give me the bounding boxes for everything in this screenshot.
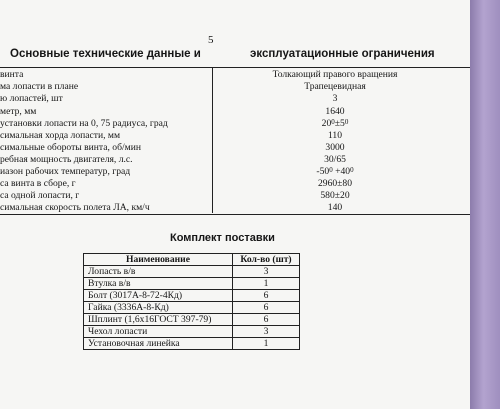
section-title-left: Основные технические данные и bbox=[10, 48, 201, 60]
spec-row bbox=[0, 93, 470, 105]
spec-value: Толкающий правого вращения bbox=[272, 69, 398, 80]
kit-item-name: Гайка (3336А-8-Кд) bbox=[84, 302, 233, 314]
spec-value: $20^0\pm 5^0$ bbox=[321, 118, 349, 129]
spec-label: симальная скорость полета ЛА, км/ч bbox=[0, 202, 150, 213]
spec-label: симальная хорда лопасти, мм bbox=[0, 130, 121, 141]
kit-item-name: Лопасть в/в bbox=[84, 266, 233, 278]
spec-label: са одной лопасти, г bbox=[0, 190, 80, 201]
spec-label: симальные обороты винта, об/мин bbox=[0, 142, 141, 153]
kit-item-name: Шплинт (1,6х16ГОСТ 397-79) bbox=[84, 314, 233, 326]
spec-value: 2960±80 bbox=[317, 178, 353, 189]
spec-row bbox=[0, 142, 470, 154]
kit-item-qty: 6 bbox=[233, 290, 300, 302]
spec-row bbox=[0, 106, 470, 118]
kit-item-qty: 6 bbox=[233, 302, 300, 314]
spec-value: 110 bbox=[327, 130, 343, 141]
spec-row bbox=[0, 202, 470, 214]
spec-row bbox=[0, 118, 470, 130]
kit-title: Комплект поставки bbox=[170, 232, 275, 244]
page-number: 5 bbox=[208, 34, 214, 46]
spec-value: $-50^0 +40^0$ bbox=[316, 166, 354, 177]
spec-label: са винта в сборе, г bbox=[0, 178, 76, 189]
kit-column-qty: Кол-во (шт) bbox=[233, 254, 300, 266]
table-row bbox=[84, 326, 300, 338]
table-row bbox=[84, 266, 300, 278]
kit-item-qty: 1 bbox=[233, 278, 300, 290]
spec-value: 140 bbox=[327, 202, 343, 213]
kit-item-name: Установочная линейка bbox=[84, 338, 233, 350]
spec-label: винта bbox=[0, 69, 24, 80]
kit-item-qty: 3 bbox=[233, 326, 300, 338]
spec-label: ребная мощность двигателя, л.с. bbox=[0, 154, 133, 165]
kit-header-row bbox=[84, 254, 300, 266]
kit-item-qty: 1 bbox=[233, 338, 300, 350]
spec-row bbox=[0, 190, 470, 202]
kit-item-name: Втулка в/в bbox=[84, 278, 233, 290]
kit-item-qty: 6 bbox=[233, 314, 300, 326]
table-row bbox=[84, 278, 300, 290]
spec-label: ма лопасти в плане bbox=[0, 81, 79, 92]
spec-label: ю лопастей, шт bbox=[0, 93, 63, 104]
spec-row bbox=[0, 81, 470, 93]
spec-label: иазон рабочих температур, град bbox=[0, 166, 131, 177]
spec-label: установки лопасти на 0, 75 радиуса, град bbox=[0, 118, 168, 129]
kit-item-name: Чехол лопасти bbox=[84, 326, 233, 338]
spec-row bbox=[0, 178, 470, 190]
table-top-rule bbox=[0, 67, 470, 68]
spec-row bbox=[0, 130, 470, 142]
page-edge-background bbox=[470, 0, 500, 409]
table-bottom-rule bbox=[0, 214, 470, 215]
spec-value: 3000 bbox=[325, 142, 345, 153]
spec-row bbox=[0, 69, 470, 81]
spec-value: Трапецевидная bbox=[304, 81, 366, 92]
spec-value: 1640 bbox=[325, 106, 345, 117]
kit-table bbox=[83, 253, 300, 350]
spec-row bbox=[0, 154, 470, 166]
table-row bbox=[84, 302, 300, 314]
kit-item-name: Болт (3017А-8-72-4Кд) bbox=[84, 290, 233, 302]
spec-value: 30/65 bbox=[324, 154, 346, 165]
spec-value: 3 bbox=[332, 93, 338, 104]
kit-item-qty: 3 bbox=[233, 266, 300, 278]
spec-row bbox=[0, 166, 470, 178]
table-row bbox=[84, 290, 300, 302]
kit-column-name: Наименование bbox=[84, 254, 233, 266]
spec-label: метр, мм bbox=[0, 106, 37, 117]
table-row bbox=[84, 338, 300, 350]
section-title-right: эксплуатационные ограничения bbox=[250, 48, 435, 60]
spec-value: 580±20 bbox=[320, 190, 350, 201]
table-row bbox=[84, 314, 300, 326]
